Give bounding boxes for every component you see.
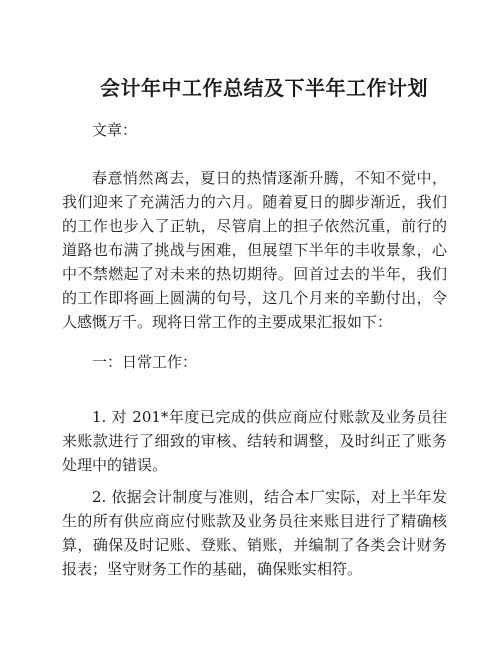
list-item: 1. 对 201*年度已完成的供应商应付账款及业务员往来账款进行了细致的审核、结转和调整，及时纠正了账务处理中的错误。 bbox=[62, 408, 447, 474]
document-title: 会计年中工作总结及下半年工作计划 bbox=[100, 76, 428, 101]
intro-paragraph: 春意悄然离去，夏日的热情逐渐升腾，不知不觉中，我们迎来了充满活力的六月。随着夏日的脚步渐近，我们的工作也步入了正轨，尽管肩上的担子依然沉重，前行的道路也布满了挑战与困难，但展望下半年的丰收景象，心中不禁燃起了对未来的热切期待。回首过去的半年，我们的工作即将画上圆满的句号，这几个月来的辛勤付出，令人感慨万千。现将日常工作的主要成果汇报如下： bbox=[62, 169, 447, 331]
section-heading: 一：日常工作： bbox=[92, 353, 198, 371]
article-label: 文章： bbox=[92, 121, 138, 139]
list-item: 2. 依据会计制度与准则，结合本厂实际，对上半年发生的所有供应商应付账款及业务员往来账目进行了精确核算，确保及时记账、登账、销账，并编制了各类会计财务报表；坚守财务工作的基础，确保账实相符。 bbox=[62, 488, 447, 578]
